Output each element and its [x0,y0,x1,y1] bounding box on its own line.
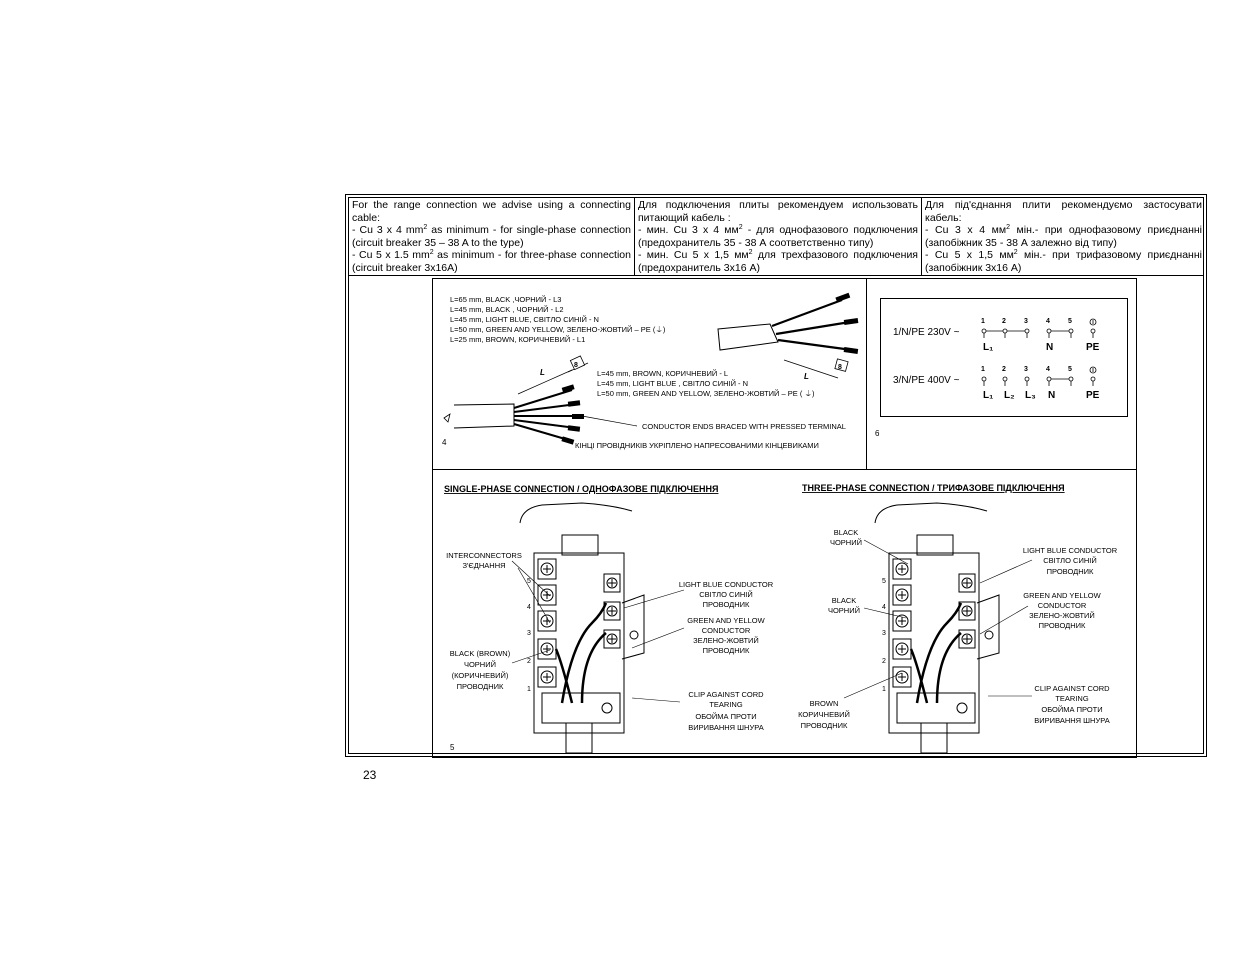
brown-label: ПРОВОДНИК [800,721,848,730]
block-terminal-number: 4 [882,604,886,611]
interconnectors-label: INTERCONNECTORS [446,551,522,560]
supply-cord [566,723,592,753]
green-yellow-single-label: GREEN AND YELLOW [687,616,765,625]
fig4-dimension-l-three: L [804,372,809,381]
black-top-label: ЧОРНИЙ [829,538,863,547]
light-blue-single-label: ПРОВОДНИК [702,600,750,609]
clip-single-label: ВИРИВАННЯ ШНУРА [688,723,764,732]
light-blue-three-label: СВІТЛО СИНІЙ [1043,556,1097,565]
clip-three-label: ОБОЙМА ПРОТИ [1041,705,1103,714]
english-three-phase: - Cu 5 x 1.5 $mm^2$ as minimum - for three-phase connection (circuit breaker 3x16A) [352,249,631,274]
ukrainian-column [922,198,1205,275]
fig6-terminal-number: 4 [1046,366,1050,373]
block-terminal-number: 5 [882,578,886,585]
black-mid-label: BLACK [831,596,857,605]
earth-symbol-icon [1090,319,1096,338]
ukrainian-single-phase: - Cu 3 x 4 $мм^2$ мін.- при однофазовому приєднанні (запобіжник 35 - 38 А залежно від типу) [925,224,1202,249]
fig6-row2-label: 3/N/PE 400V ~ [893,375,960,386]
clip-three-label: ВИРИВАННЯ ШНУРА [1034,716,1110,725]
terminal-post-icon [1047,329,1051,333]
fig6-row1-letter: N [1046,342,1054,353]
clip-single-label: CLIP AGAINST CORD [688,690,764,699]
fig6-terminal-number: 1 [981,366,985,373]
green-yellow-single-label: CONDUCTOR [701,626,751,635]
russian-three-phase: - мин. Cu 5 x 1,5 $мм^2$ для трехфазового подключения (предохранитель 3x16 А) [638,249,918,274]
black-brown-label: (КОРИЧНЕВИЙ) [451,671,509,680]
ukrainian-three-phase: - Cu 5 x 1,5 $мм^2$ мін.- при трифазовому приєднанні (запобіжник 3x16 А) [925,249,1202,274]
fig4-length-label: L=45 mm, LIGHT BLUE, СВІТЛО СИНІЙ - N [450,315,599,324]
fig5-number: 5 [450,743,455,752]
fig6-terminal-number: 5 [1068,318,1072,325]
block-terminal-number: 1 [527,686,531,693]
terminal-post-icon [982,377,986,381]
black-brown-label: BLACK (BROWN) [449,649,511,658]
fig4-length-label: L=50 mm, GREEN AND YELLOW, ЗЕЛЕНО-ЖОВТИЙ – PE (⏚) [450,325,666,334]
instruction-table [345,194,1207,757]
green-yellow-three-label: GREEN AND YELLOW [1023,591,1101,600]
wiring-figure-svg [432,278,1137,758]
appliance-casing [520,503,632,523]
fig6-terminal-number: 3 [1024,318,1028,325]
fig6-row2-letter: L₃ [1025,390,1036,401]
fig4-dimension-8-three: 8 [838,364,842,371]
conductor-ends-uk: КІНЦІ ПРОВІДНИКІВ УКРІПЛЕНО НАПРЕСОВАНИМИ КІНЦЕВИКАМИ [575,441,819,450]
clip-single-label: ОБОЙМА ПРОТИ [695,712,757,721]
light-blue-single-label: СВІТЛО СИНІЙ [699,590,753,599]
five-core-cable-icon [444,356,588,445]
fig4-single-length-label: L=45 mm, BROWN, КОРИЧНЕВИЙ - L [597,369,729,378]
fig4-dimension-8: 8 [574,362,578,369]
fig6-row1-terminals [981,318,1096,338]
fig6-row1-letter: PE [1086,342,1100,353]
fig4-cable-preparation [442,293,858,450]
russian-intro: Для подключения плиты рекомендуем использовать питающий кабель : [638,199,918,224]
conductor-ends-en: CONDUCTOR ENDS BRACED WITH PRESSED TERMINAL [642,422,846,431]
fig4-single-length-label: L=45 mm, LIGHT BLUE , СВІТЛО СИНІЙ - N [597,379,749,388]
page-number: 23 [363,768,377,782]
fig6-row1-label: 1/N/PE 230V ~ [893,327,960,338]
terminal-post-icon [982,329,986,333]
fig4-length-label: L=25 mm, BROWN, КОРИЧНЕВИЙ - L1 [450,335,586,344]
black-top-label: BLACK [833,528,859,537]
earth-symbol-icon [1090,367,1096,386]
fig5-terminal-wiring [444,483,1118,753]
block-terminal-number: 2 [882,658,886,665]
light-blue-single-label: LIGHT BLUE CONDUCTOR [678,580,774,589]
clip-three-label: TEARING [1055,694,1089,703]
appliance-casing [875,503,987,523]
brown-label: КОРИЧНЕВИЙ [798,710,850,719]
block-terminal-number: 1 [882,686,886,693]
wiring-figure [432,278,1137,758]
light-blue-three-label: LIGHT BLUE CONDUCTOR [1022,546,1118,555]
fig4-length-label: L=45 mm, BLACK , ЧОРНИЙ - L2 [450,305,564,314]
clip-single-label: TEARING [709,700,743,709]
block-terminal-number: 3 [527,630,531,637]
brown-label: BROWN [809,699,839,708]
earth-bracket [622,595,644,659]
green-yellow-single-label: ЗЕЛЕНО-ЖОВТИЙ [693,636,759,645]
fig6-row1-letter: L₁ [983,342,994,353]
english-single-phase: - Cu 3 x 4 $mm^2$ as minimum - for single-phase connection (circuit breaker 35 – 38 A to the type) [352,224,631,249]
black-brown-label: ЧОРНИЙ [463,660,497,669]
three-core-cable-icon [718,293,858,381]
fig6-number: 6 [875,429,880,438]
fig4-dimension-l: L [540,368,545,377]
block-terminal-number: 5 [527,578,531,585]
clip-screw-icon [602,703,612,713]
fig6-terminal-number: 1 [981,318,985,325]
terminal-post-icon [1003,329,1007,333]
black-brown-label: ПРОВОДНИК [456,682,504,691]
three-phase-title: THREE-PHASE CONNECTION / ТРИФАЗОВЕ ПІДКЛЮЧЕННЯ [802,483,1065,493]
green-yellow-three-label: ПРОВОДНИК [1038,621,1086,630]
english-column [349,198,635,275]
fig6-terminal-number: 3 [1024,366,1028,373]
terminal-post-icon [1047,377,1051,381]
earth-bracket [977,595,999,659]
fig4-number: 4 [442,438,447,447]
block-terminal-number: 4 [527,604,531,611]
block-terminal-number: 2 [527,658,531,665]
terminal-post-icon [1069,329,1073,333]
terminal-post-icon [1025,329,1029,333]
single-phase-terminal-block [520,503,644,753]
terminal-post-icon [1069,377,1073,381]
supply-cord [921,723,947,753]
fig6-terminal-number: 4 [1046,318,1050,325]
fig6-row2-letter: N [1048,390,1056,401]
russian-column [635,198,922,275]
clip-three-label: CLIP AGAINST CORD [1034,684,1110,693]
fig6-row2-letter: PE [1086,390,1100,401]
ukrainian-intro: Для під'єднання плити рекомендуємо застосувати кабель: [925,199,1202,224]
black-mid-label: ЧОРНИЙ [827,606,861,615]
fig6-terminal-number: 2 [1002,318,1006,325]
fig4-single-length-label: L=50 mm, GREEN AND YELLOW, ЗЕЛЕНО-ЖОВТИЙ – PE ( ⏚) [597,389,815,398]
fig6-row2-terminals [981,366,1096,386]
three-phase-terminal-block [875,503,999,753]
green-yellow-three-label: ЗЕЛЕНО-ЖОВТИЙ [1029,611,1095,620]
terminal-post-icon [1003,377,1007,381]
interconnectors-label: З'ЄДНАННЯ [462,561,506,570]
fig6-row2-letter: L₂ [1004,390,1015,401]
green-yellow-single-label: ПРОВОДНИК [702,646,750,655]
table-inner-border [348,197,1204,754]
light-blue-three-label: ПРОВОДНИК [1046,567,1094,576]
russian-single-phase: - мин. Cu 3 x 4 $мм^2$ - для однофазового подключения (предохранитель 35 - 38 А соответственно типу) [638,224,918,249]
english-intro: For the range connection we advise using a connecting cable: [352,199,631,224]
clip-screw-icon [957,703,967,713]
fig4-length-label: L=65 mm, BLACK ,ЧОРНИЙ - L3 [450,295,562,304]
terminal-post-icon [1025,377,1029,381]
fig6-row2-letter: L₁ [983,390,994,401]
single-phase-title: SINGLE-PHASE CONNECTION / ОДНОФАЗОВЕ ПІДКЛЮЧЕННЯ [444,484,719,494]
block-terminal-number: 3 [882,630,886,637]
text-row [349,198,1203,276]
fig6-terminal-number: 5 [1068,366,1072,373]
green-yellow-three-label: CONDUCTOR [1037,601,1087,610]
fig6-terminal-number: 2 [1002,366,1006,373]
fig6-terminal-scheme [875,299,1128,439]
